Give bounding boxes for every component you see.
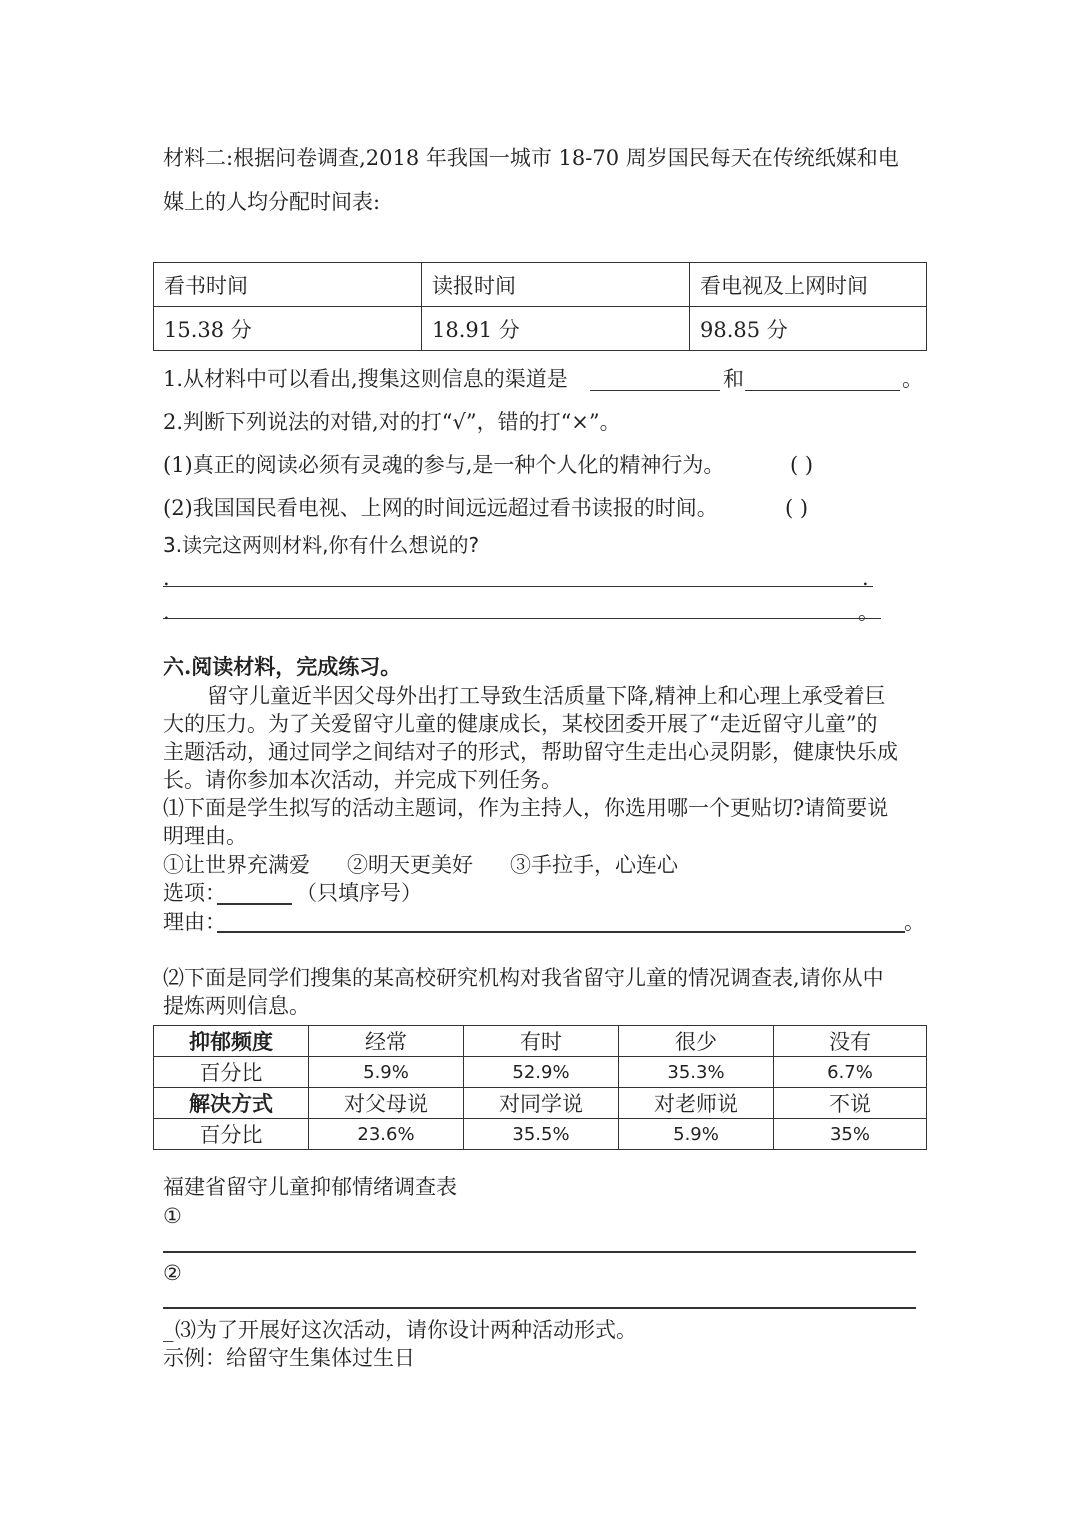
table-cell: 百分比 bbox=[154, 1057, 309, 1088]
paragraph-line: 长。请你参加本次活动，并完成下列任务。 bbox=[163, 768, 562, 792]
table-cell: 经常 bbox=[309, 1026, 464, 1057]
choice-hint: （只填序号） bbox=[296, 881, 422, 905]
table-cell: 有时 bbox=[464, 1026, 619, 1057]
time-allocation-table bbox=[153, 262, 927, 351]
task-3-text: ⑶为了开展好这次活动，请你设计两种活动形式。 bbox=[175, 1318, 637, 1342]
question-3-text: 3.读完这两则材料,你有什么想说的? bbox=[163, 533, 480, 557]
table-row bbox=[154, 1119, 927, 1150]
table-cell: 抑郁频度 bbox=[154, 1026, 309, 1057]
question-2-text: 2.判断下列说法的对错,对的打“√”，错的打“×”。 bbox=[163, 410, 621, 434]
task-2-line: ⑵下面是同学们搜集的某高校研究机构对我省留守儿童的情况调查表,请你从中 bbox=[163, 966, 884, 990]
table-cell: 18.91 分 bbox=[422, 307, 690, 351]
answer-line-3b[interactable] bbox=[163, 618, 881, 619]
table-cell: 23.6% bbox=[309, 1119, 464, 1150]
table-header-cell: 读报时间 bbox=[422, 263, 690, 307]
reason-end: 。 bbox=[904, 910, 925, 934]
table-cell: 15.38 分 bbox=[154, 307, 422, 351]
line-end-mark: 。 bbox=[858, 600, 879, 624]
table-cell: 很少 bbox=[619, 1026, 774, 1057]
table-cell: 不说 bbox=[774, 1088, 927, 1119]
table-cell: 35.3% bbox=[619, 1057, 774, 1088]
table-row bbox=[154, 1026, 927, 1057]
material2-line1: 材料二:根据问卷调查,2018 年我国一城市 18-70 周岁国民每天在传统纸媒和电 bbox=[163, 146, 899, 170]
table-row bbox=[154, 1088, 927, 1119]
paragraph-line: 主题活动，通过同学之间结对子的形式，帮助留守生走出心灵阴影，健康快乐成 bbox=[163, 740, 898, 764]
table-cell: 没有 bbox=[774, 1026, 927, 1057]
table-cell: 5.9% bbox=[619, 1119, 774, 1150]
answer-blank-1a[interactable] bbox=[590, 390, 720, 391]
task-3-lead: _ bbox=[163, 1318, 174, 1342]
choice-label: 选项： bbox=[163, 881, 226, 905]
table-cell: 35% bbox=[774, 1119, 927, 1150]
answer-line-info-2[interactable] bbox=[163, 1307, 916, 1309]
question-1-end: 。 bbox=[902, 367, 923, 391]
table-cell: 6.7% bbox=[774, 1057, 927, 1088]
material2-line2: 媒上的人均分配时间表: bbox=[163, 190, 381, 214]
question-1-text: 1.从材料中可以看出,搜集这则信息的渠道是 bbox=[163, 367, 568, 391]
answer-bracket-2-1[interactable]: ( ) bbox=[790, 453, 814, 477]
answer-line-3a[interactable] bbox=[163, 586, 873, 587]
answer-marker-2: ② bbox=[163, 1261, 182, 1285]
task-2-line: 提炼两则信息。 bbox=[163, 994, 310, 1018]
table-cell: 对老师说 bbox=[619, 1088, 774, 1119]
line-dot: . bbox=[163, 566, 170, 590]
paragraph-line: 大的压力。为了关爱留守儿童的健康成长，某校团委开展了“走近留守儿童”的 bbox=[163, 712, 878, 736]
task-3-example: 示例：给留守生集体过生日 bbox=[163, 1346, 415, 1370]
question-2-item-2: (2)我国国民看电视、上网的时间远远超过看书读报的时间。 bbox=[163, 496, 718, 520]
answer-line-info-1[interactable] bbox=[163, 1251, 916, 1253]
survey-caption: 福建省留守儿童抑郁情绪调查表 bbox=[163, 1175, 457, 1199]
line-dot: . bbox=[163, 600, 170, 624]
table-cell: 35.5% bbox=[464, 1119, 619, 1150]
table-row bbox=[154, 263, 927, 307]
table-cell: 对父母说 bbox=[309, 1088, 464, 1119]
table-cell: 对同学说 bbox=[464, 1088, 619, 1119]
answer-blank-1b[interactable] bbox=[745, 390, 900, 391]
answer-marker-1: ① bbox=[163, 1204, 182, 1228]
line-dot: . bbox=[862, 566, 869, 590]
option-2: ②明天更美好 bbox=[347, 853, 473, 877]
table-header-cell: 看书时间 bbox=[154, 263, 422, 307]
question-2-item-1: (1)真正的阅读必须有灵魂的参与,是一种个人化的精神行为。 bbox=[163, 453, 725, 477]
table-cell: 5.9% bbox=[309, 1057, 464, 1088]
paragraph-line: 留守儿童近半因父母外出打工导致生活质量下降,精神上和心理上承受着巨 bbox=[207, 684, 886, 708]
table-header-cell: 看电视及上网时间 bbox=[690, 263, 927, 307]
question-1-conjunction: 和 bbox=[723, 367, 744, 391]
task-1-line: ⑴下面是学生拟写的活动主题词，作为主持人，你选用哪一个更贴切?请简要说 bbox=[163, 796, 889, 820]
option-3: ③手拉手，心连心 bbox=[510, 853, 678, 877]
reason-label: 理由： bbox=[163, 910, 226, 934]
survey-table bbox=[153, 1025, 927, 1150]
table-cell: 52.9% bbox=[464, 1057, 619, 1088]
section-6-title: 六.阅读材料，完成练习。 bbox=[163, 654, 402, 679]
reason-blank[interactable] bbox=[217, 931, 905, 933]
task-1-line: 明理由。 bbox=[163, 824, 247, 848]
option-1: ①让世界充满爱 bbox=[163, 853, 310, 877]
table-cell: 98.85 分 bbox=[690, 307, 927, 351]
table-row bbox=[154, 307, 927, 351]
table-cell: 百分比 bbox=[154, 1119, 309, 1150]
table-row bbox=[154, 1057, 927, 1088]
choice-blank[interactable] bbox=[217, 903, 292, 905]
answer-bracket-2-2[interactable]: ( ) bbox=[785, 496, 809, 520]
table-cell: 解决方式 bbox=[154, 1088, 309, 1119]
